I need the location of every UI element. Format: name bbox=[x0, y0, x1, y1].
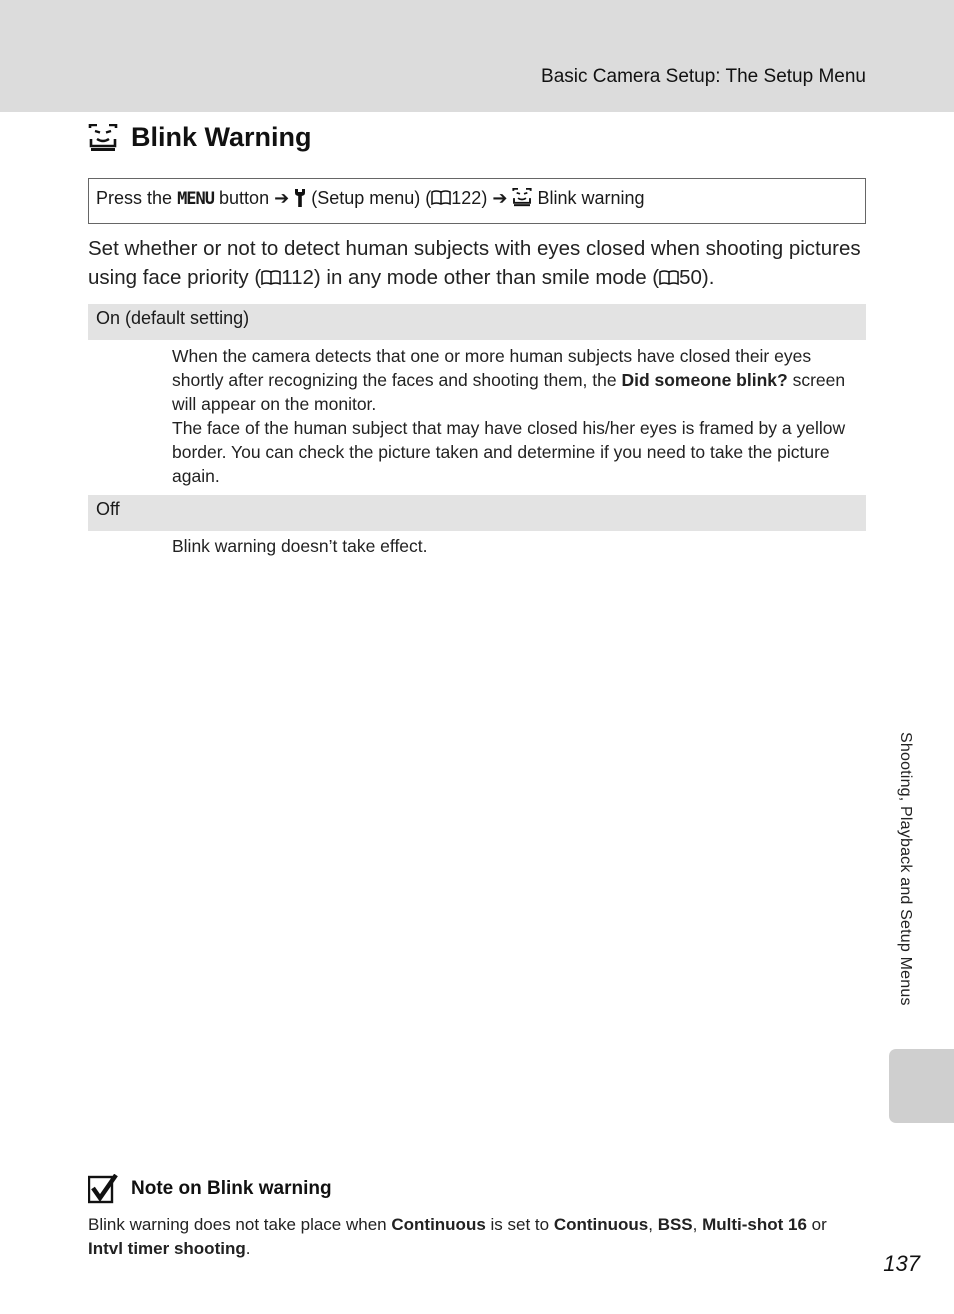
page-title-text: Blink Warning bbox=[131, 122, 312, 152]
page-reference-icon bbox=[431, 190, 451, 205]
intro-text-1: Set whether or not to detect human subjects with eyes closed when shooting pictures using face priority ( bbox=[88, 237, 861, 289]
side-tab-label: Shooting, Playback and Setup Menus bbox=[897, 732, 914, 1006]
option-on-bold: Did someone blink? bbox=[621, 370, 788, 390]
note-bold: BSS bbox=[657, 1215, 693, 1234]
intro-paragraph bbox=[88, 234, 866, 292]
header-band bbox=[0, 0, 954, 112]
intro-text-2: 112) in any mode other than smile mode ( bbox=[281, 266, 660, 289]
note-text: , bbox=[692, 1215, 703, 1234]
note-bold: Continuous bbox=[391, 1215, 486, 1234]
wrench-icon bbox=[294, 188, 306, 207]
option-on-text-2: screen will appear on the monitor. bbox=[172, 370, 846, 414]
arrow-right-icon: ➔ bbox=[492, 188, 508, 208]
menu-button-icon: MENU bbox=[177, 189, 215, 209]
option-header-off: Off bbox=[88, 495, 866, 531]
blink-warning-icon bbox=[512, 188, 532, 207]
option-description-on bbox=[172, 344, 866, 488]
note-bold: Continuous bbox=[553, 1215, 649, 1234]
intro-text-3: 50). bbox=[679, 266, 715, 289]
nav-item-text: Blink warning bbox=[537, 188, 645, 208]
note-body bbox=[88, 1213, 878, 1261]
check-note-icon bbox=[88, 1174, 118, 1204]
section-title: Basic Camera Setup: The Setup Menu bbox=[541, 66, 866, 87]
note-text: Blink warning does not take place when bbox=[88, 1215, 392, 1234]
arrow-right-icon: ➔ bbox=[274, 188, 290, 208]
menu-path-box bbox=[88, 178, 866, 224]
note-title: Note on Blink warning bbox=[131, 1178, 332, 1199]
option-on-text-1: When the camera detects that one or more human subjects have closed their eyes shortly after recognizing the faces and shooting them, the bbox=[172, 346, 812, 390]
page-number: 137 bbox=[883, 1251, 920, 1276]
nav-setup-menu-text: (Setup menu) ( bbox=[311, 188, 432, 208]
nav-press-text: Press the bbox=[96, 188, 173, 208]
option-description-off: Blink warning doesn’t take effect. bbox=[172, 536, 428, 556]
blink-warning-icon bbox=[88, 124, 118, 152]
option-header-on: On (default setting) bbox=[88, 304, 866, 340]
note-bold: Multi-shot 16 bbox=[702, 1215, 807, 1234]
nav-setup-page: 122) bbox=[451, 188, 488, 208]
note-text: or bbox=[806, 1215, 827, 1234]
note-text: . bbox=[245, 1239, 251, 1258]
page-title bbox=[88, 122, 312, 153]
side-tab bbox=[889, 1049, 954, 1123]
note-bold: Intvl timer shooting bbox=[88, 1239, 246, 1258]
page-reference-icon bbox=[659, 270, 679, 285]
page-reference-icon bbox=[261, 270, 281, 285]
option-on-text-3: The face of the human subject that may have closed his/her eyes is framed by a yellow border. You can check the picture taken and determine if you need to take the picture again. bbox=[172, 418, 846, 486]
nav-button-text: button bbox=[219, 188, 270, 208]
note-heading bbox=[88, 1174, 332, 1204]
note-text: , bbox=[648, 1215, 658, 1234]
note-text: is set to bbox=[485, 1215, 554, 1234]
